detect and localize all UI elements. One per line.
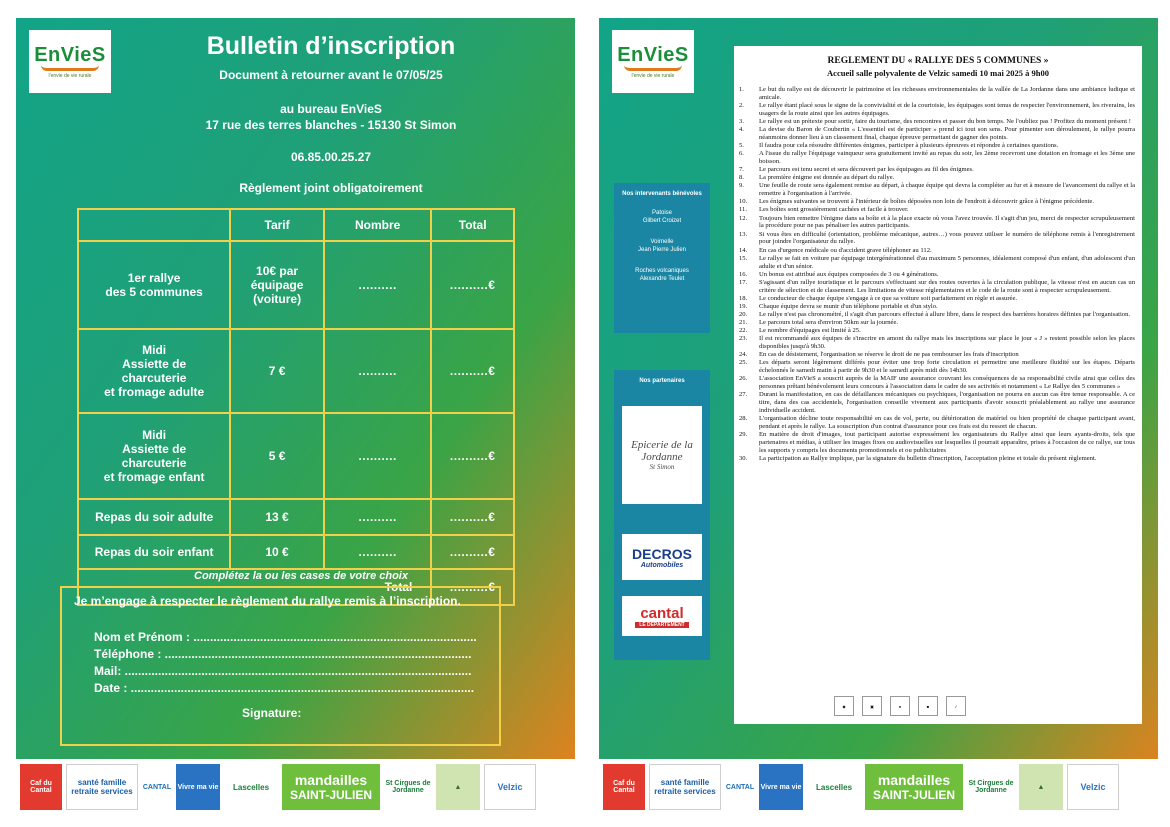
- row-tarif: 7 €: [230, 329, 324, 413]
- row-tarif: 13 €: [230, 499, 324, 535]
- rule-item: [739, 319, 1135, 327]
- row-total-field[interactable]: ..........€: [431, 499, 514, 535]
- reglement-subtitle: Accueil salle polyvalente de Velzic samedi 10 mai 2025 à 9h00: [827, 68, 1049, 78]
- bulletin-title: Bulletin d’inscription: [206, 32, 456, 60]
- rule-number: 15.: [739, 254, 748, 262]
- row-label: Midi Assiette de charcuterie et fromage enfant: [78, 413, 230, 499]
- rule-item: [739, 182, 1135, 198]
- rule-text: Toujours bien remettre l'énigme dans sa boîte et à la place exacte où vous l'avez trouvée. Il s'agit d'un jeu, merci de respecter scrupuleusement la procédure pour ne pas pénaliser les autres participants.: [759, 214, 1135, 230]
- rule-number: 4.: [739, 126, 744, 134]
- sponsor-bar: [599, 759, 1158, 815]
- rule-item: [739, 279, 1135, 295]
- rule-number: 22.: [739, 327, 748, 335]
- rule-item: [739, 126, 1135, 142]
- velzic-logo: Velzic: [1067, 764, 1119, 810]
- rule-text: Le rallye n'est pas chronométré, il s'agit d'un parcours effectué à allure libre, dans le respect des barrières horaires définies par l'organisation.: [759, 310, 1131, 318]
- epicerie-name: Epicerie de la Jordanne: [631, 439, 693, 463]
- velzic-logo: Velzic: [484, 764, 536, 810]
- row-tarif: 10€ par équipage (voiture): [230, 241, 324, 329]
- header-blank: [78, 209, 230, 241]
- rule-text: La première énigme est donnée au départ du rallye.: [759, 174, 895, 182]
- rule-text: A l'issue du rallye l'équipage vainqueur sera gratuitement invité au repas du soir, les 2ème recevront une dotation en fromage et les 3ème une boisson.: [759, 150, 1135, 166]
- row-total-field[interactable]: ..........€: [431, 241, 514, 329]
- rule-item: [739, 431, 1135, 455]
- rule-item: [739, 118, 1135, 126]
- rule-item: [739, 247, 1135, 255]
- rule-text: Le rallye se fait en voiture par équipage intergénérationnel d'au maximum 5 personnes, idéalement composé d'un enfant, d'un adolescent d'un adulte et d'un sénior.: [759, 254, 1135, 270]
- rule-item: [739, 311, 1135, 319]
- rule-text: La devise du Baron de Coubertin « L'essentiel est de participer » prend ici tout son sens. Pour pimenter son déroulement, le rallye pourra néanmoins donner lieu à un classement final, chaque épreuve permettant de gagner des points.: [759, 126, 1135, 141]
- row-label: Repas du soir enfant: [78, 535, 230, 569]
- logo-swoosh-icon: [624, 65, 682, 71]
- cantal-small-logo: CANTAL: [725, 783, 755, 791]
- rule-text: Durant la manifestation, en cas de défaillances mécaniques ou psychiques, l'organisation ne pourra en aucun cas être tenue responsable. A ce titre, dans des cas accidentels, l'organisation conseille vivement aux participants d'avoir souscrit préalablement au rallye une assurance individuelle accident.: [759, 391, 1135, 415]
- rule-item: [739, 215, 1135, 231]
- rule-text: Les boîtes sont grossièrement cachées et facile à trouver.: [759, 206, 909, 214]
- vie-mini-icon: ●: [890, 696, 910, 716]
- epicerie-logo: [622, 406, 702, 504]
- rule-text: Un bonus est attribué aux équipes composées de 3 ou 4 générations.: [759, 270, 939, 278]
- row-label: 1er rallye des 5 communes: [78, 241, 230, 329]
- msa-mini-icon: ▣: [862, 696, 882, 716]
- rule-text: Chaque équipe devra se munir d'un téléphone portable et d'un stylo.: [759, 302, 938, 310]
- rule-number: 3.: [739, 118, 744, 125]
- rule-text: Il faudra pour cela résoudre différentes énigmes, participer à plusieurs épreuves et répondre à certaines questions.: [759, 142, 1059, 150]
- st-cirgues-logo: St Cirgues de Jordanne: [968, 780, 1014, 794]
- volunteer-item: Patoise Gilbert Croizet: [642, 210, 682, 225]
- table-header-row: [78, 209, 514, 241]
- office-line: au bureau EnVieS: [280, 102, 382, 116]
- rule-number: 5.: [739, 142, 744, 150]
- footer-logos: [834, 696, 966, 716]
- rule-text: Le rallye étant placé sous le signe de la convivialité et de la courtoisie, les équipages sont tenus de respecter l'environnement, les riverains, les usagers de la route ainsi que les autres équipages.: [759, 102, 1135, 117]
- rule-number: 20.: [739, 310, 748, 318]
- rule-number: 29.: [739, 431, 748, 439]
- rule-number: 8.: [739, 174, 744, 182]
- rule-item: [739, 166, 1135, 174]
- cantal-name: cantal: [640, 604, 684, 622]
- row-nombre-field[interactable]: ..........: [324, 413, 431, 499]
- rule-item: [739, 150, 1135, 166]
- caf-logo: Caf du Cantal: [20, 764, 62, 810]
- engagement-title: Je m’engage à respecter le règlement du rallye remis à l’inscription.: [74, 594, 461, 608]
- reglement-document: [734, 46, 1142, 724]
- header-total: Total: [431, 209, 514, 241]
- st-cirgues-logo: St Cirgues de Jordanne: [385, 780, 431, 794]
- rule-text: Il est recommandé aux équipes de s'inscrire en amont du rallye mais les inscriptions sur place le jour « J » restent possible selon les places disponibles jusqu'à 9h30.: [759, 335, 1135, 351]
- volunteers-title: Nos intervenants bénévoles: [622, 191, 702, 197]
- partners-title: Nos partenaires: [639, 378, 685, 384]
- row-nombre-field[interactable]: ..........: [324, 499, 431, 535]
- logo-name: EnVieS: [617, 44, 689, 66]
- logo-swoosh-icon: [41, 65, 99, 71]
- reglement-page: [599, 18, 1158, 815]
- rule-text: L'association EnVieS a souscrit auprès de la MAIF une assurance couvrant les conséquences de sa responsabilité civile ainsi que celles des personnes prêtant bénévolement leurs concours à l'association dans le cadre de ses activités et notamment « Le Rallye des 5 communes »: [759, 375, 1135, 391]
- row-nombre-field[interactable]: ..........: [324, 535, 431, 569]
- lascelles-logo: Lascelles: [815, 782, 853, 792]
- rule-number: 2.: [739, 102, 744, 109]
- rule-text: Le parcours est tenu secret et sera découvert par les équipages au fil des énigmes.: [759, 166, 974, 174]
- row-tarif: 5 €: [230, 413, 324, 499]
- table-row: [78, 329, 514, 413]
- rule-item: [739, 303, 1135, 311]
- mandailles-text: mandailles: [294, 772, 368, 788]
- logo-tagline: l'envie de vie rurale: [631, 73, 675, 79]
- rule-text: En matière de droit d'images, tout participant autorise expressément les organisateurs du Rallye ainsi que leurs ayants-droits, tels que partenaires et médias, à utiliser les images fixes ou audiovisuelles sur lesquelles il pourrait apparaître, prises à l'occasion de ce rallye, sur tous les supports y compris les documents promotionnels et ou publicitaires: [759, 431, 1135, 455]
- return-deadline: Document à retourner avant le 07/05/25: [219, 68, 443, 82]
- decros-sub: Automobiles: [640, 561, 684, 569]
- volunteer-item: Roches volcaniques Alexandre Teulet: [635, 267, 689, 282]
- rule-number: 21.: [739, 319, 748, 327]
- mandailles-logo: [865, 764, 963, 810]
- msa-text: santé famille retraite services: [71, 778, 133, 796]
- rules-list: [739, 86, 1135, 463]
- engagement-box: [60, 586, 501, 746]
- row-nombre-field[interactable]: ..........: [324, 329, 431, 413]
- msa-text: santé famille retraite services: [654, 778, 716, 796]
- rule-number: 18.: [739, 294, 748, 302]
- rule-text: La participation au Rallye implique, par la signature du bulletin d'inscription, l'acceptation pleine et totale du présent règlement.: [759, 455, 1097, 463]
- row-total-field[interactable]: ..........€: [431, 535, 514, 569]
- cantal-sub: LE DÉPARTEMENT: [635, 622, 688, 628]
- row-nombre-field[interactable]: ..........: [324, 241, 431, 329]
- vivre-logo: Vivre ma vie: [759, 764, 803, 810]
- phone-line: 06.85.00.25.27: [290, 150, 372, 164]
- rule-text: Le rallye est un prétexte pour sortir, faire du tourisme, des rencontres et passer du bon temps. Ne l'oubliez pas ! Profitez du moment présent !: [759, 118, 1131, 125]
- rules-note: Règlement joint obligatoirement: [239, 181, 423, 195]
- rule-number: 25.: [739, 359, 748, 367]
- saint-julien-text: SAINT-JULIEN: [872, 788, 955, 802]
- rule-item: [739, 375, 1135, 391]
- lascelles-logo: Lascelles: [232, 782, 270, 792]
- check-mini-icon: ✓: [946, 696, 966, 716]
- rule-number: 11.: [739, 206, 747, 214]
- tarif-table: [77, 208, 515, 606]
- landscape-icon: ▲: [436, 764, 480, 810]
- logo-tagline: l'envie de vie rurale: [48, 73, 92, 79]
- rule-item: [739, 86, 1135, 102]
- rule-item: [739, 255, 1135, 271]
- rule-number: 16.: [739, 270, 748, 278]
- landscape-icon: ▲: [1019, 764, 1063, 810]
- row-tarif: 10 €: [230, 535, 324, 569]
- rule-item: [739, 198, 1135, 206]
- cantal-small-logo: CANTAL: [142, 783, 172, 791]
- rule-item: [739, 391, 1135, 415]
- rule-text: Une feuille de route sera également remise au départ, à chaque équipe qui devra la compléter au fur et à mesure de l'avancement du rallye et la remettre à l'organisation à l'arrivée.: [759, 182, 1135, 198]
- logo-name: EnVieS: [34, 44, 106, 66]
- rule-number: 19.: [739, 302, 748, 310]
- volunteers-box: [614, 183, 710, 333]
- rule-text: L'organisation décline toute responsabilité en cas de vol, perte, ou détérioration de matériel ou bien propriété de chaque participant avant, pendant et après le rallye. La souscription d'un contrat d'assurance pour ces frais est du ressort de chacun.: [759, 415, 1135, 431]
- rule-text: En cas de désistement, l'organisation se réserve le droit de ne pas rembourser les frais d'inscription: [759, 351, 1019, 359]
- row-label: Midi Assiette de charcuterie et fromage adulte: [78, 329, 230, 413]
- sponsor-bar: [16, 759, 575, 815]
- rule-number: 7.: [739, 166, 744, 174]
- rule-item: [739, 335, 1135, 351]
- rule-text: Le nombre d'équipages est limité à 25.: [759, 327, 861, 335]
- rule-number: 10.: [739, 198, 748, 206]
- rule-item: [739, 174, 1135, 182]
- rule-item: [739, 327, 1135, 335]
- rule-text: Le conducteur de chaque équipe s'engage à ce que sa voiture soit parfaitement en règle et assurée.: [759, 294, 1018, 302]
- date-field[interactable]: Date : .......................................................................................................: [94, 681, 475, 695]
- rule-text: Les énigmes suivantes se trouvent à l'intérieur de boîtes déposées non loin de l'endroit à découvrir grâce à l'énigme précédente.: [759, 198, 1094, 206]
- reglement-title: REGLEMENT DU « RALLYE DES 5 COMMUNES »: [827, 56, 1049, 66]
- header-tarif: Tarif: [230, 209, 324, 241]
- header-nombre: Nombre: [324, 209, 431, 241]
- rule-item: [739, 231, 1135, 247]
- address-line: 17 rue des terres blanches - 15130 St Simon: [205, 118, 457, 132]
- grand-total-field[interactable]: ..........€: [431, 569, 514, 605]
- caf-logo: Caf du Cantal: [603, 764, 645, 810]
- rule-item: [739, 359, 1135, 375]
- rule-number: 12.: [739, 214, 748, 222]
- rule-number: 24.: [739, 351, 748, 359]
- volunteer-item: Voirnelle Jean Pierre Julien: [637, 238, 687, 254]
- caf-mini-icon: ◆: [834, 696, 854, 716]
- rule-item: [739, 271, 1135, 279]
- mandailles-text: mandailles: [877, 772, 951, 788]
- decros-name: DECROS: [632, 545, 692, 562]
- rule-text: Le parcours total sera d'environ 50km sur la journée.: [759, 319, 899, 327]
- rule-number: 6.: [739, 150, 744, 158]
- rule-number: 30.: [739, 455, 748, 463]
- rule-number: 23.: [739, 335, 748, 343]
- rule-text: Le but du rallye est de découvrir le patrimoine et les richesses environnementales de la vallée de La Jordanne dans une ambiance ludique et amicale.: [759, 86, 1135, 101]
- phone-field[interactable]: Téléphone : ............................................................................................: [94, 647, 472, 661]
- vivre-logo: Vivre ma vie: [176, 764, 220, 810]
- decros-logo: [622, 534, 702, 580]
- row-label: Repas du soir adulte: [78, 499, 230, 535]
- rule-item: [739, 295, 1135, 303]
- row-total-field[interactable]: ..........€: [431, 329, 514, 413]
- row-total-field[interactable]: ..........€: [431, 413, 514, 499]
- partners-box: [614, 370, 710, 660]
- cantal-logo: [622, 596, 702, 636]
- rule-item: [739, 206, 1135, 214]
- table-row: [78, 413, 514, 499]
- rule-item: [739, 102, 1135, 118]
- rule-text: Si vous êtes en difficulté (orientation, problème mécanique, autres…) vous pouvez utiliser le numéro de téléphone remis à l'enregistrement pour joindre l'organisateur du rallye.: [759, 230, 1135, 246]
- total-label: Total: [78, 569, 431, 605]
- bulletin-page: [16, 18, 575, 815]
- signature-label: Signature:: [242, 706, 302, 720]
- envies-logo: [612, 30, 694, 93]
- epicerie-sub: St Simon: [649, 463, 675, 471]
- table-row: [78, 241, 514, 329]
- table-row: [78, 499, 514, 535]
- cantal-mini-icon: ■: [918, 696, 938, 716]
- msa-logo: [66, 764, 138, 810]
- rule-text: S'agissant d'un rallye touristique et le parcours s'effectuant sur des routes ouvertes à la circulation publique, la vitesse n'est en aucun cas un critère de sélection et de classement. Les limitations de vitesse réglementaires et le code de la route sont à respecter scrupuleusement.: [759, 278, 1135, 294]
- name-field[interactable]: Nom et Prénom : .....................................................................................: [94, 630, 477, 644]
- rule-item: [739, 351, 1135, 359]
- rule-text: Les départs seront légèrement différés pour éviter une trop forte circulation et permettre une meilleure fluidité sur les étapes. Départs échelonnés le samedi matin à partir de 9h30 et le samedi après midi dès 14h30.: [759, 359, 1135, 375]
- rule-item: [739, 415, 1135, 431]
- rule-number: 28.: [739, 415, 748, 423]
- rule-text: En cas d'urgence médicale ou d'accident grave téléphoner au 112.: [759, 246, 932, 254]
- rule-number: 27.: [739, 391, 748, 399]
- rule-number: 17.: [739, 278, 748, 286]
- rule-number: 14.: [739, 246, 748, 254]
- table-row: [78, 535, 514, 569]
- rule-number: 26.: [739, 375, 748, 383]
- rule-item: [739, 455, 1135, 463]
- rule-item: [739, 142, 1135, 150]
- mail-field[interactable]: Mail: ........................................................................................................: [94, 664, 472, 678]
- saint-julien-text: SAINT-JULIEN: [289, 788, 372, 802]
- rule-number: 1.: [739, 86, 744, 93]
- mandailles-logo: [282, 764, 380, 810]
- choice-note: Complétez la ou les cases de votre choix: [194, 570, 408, 582]
- msa-logo: [649, 764, 721, 810]
- rule-number: 9.: [739, 182, 744, 190]
- rule-number: 13.: [739, 230, 748, 238]
